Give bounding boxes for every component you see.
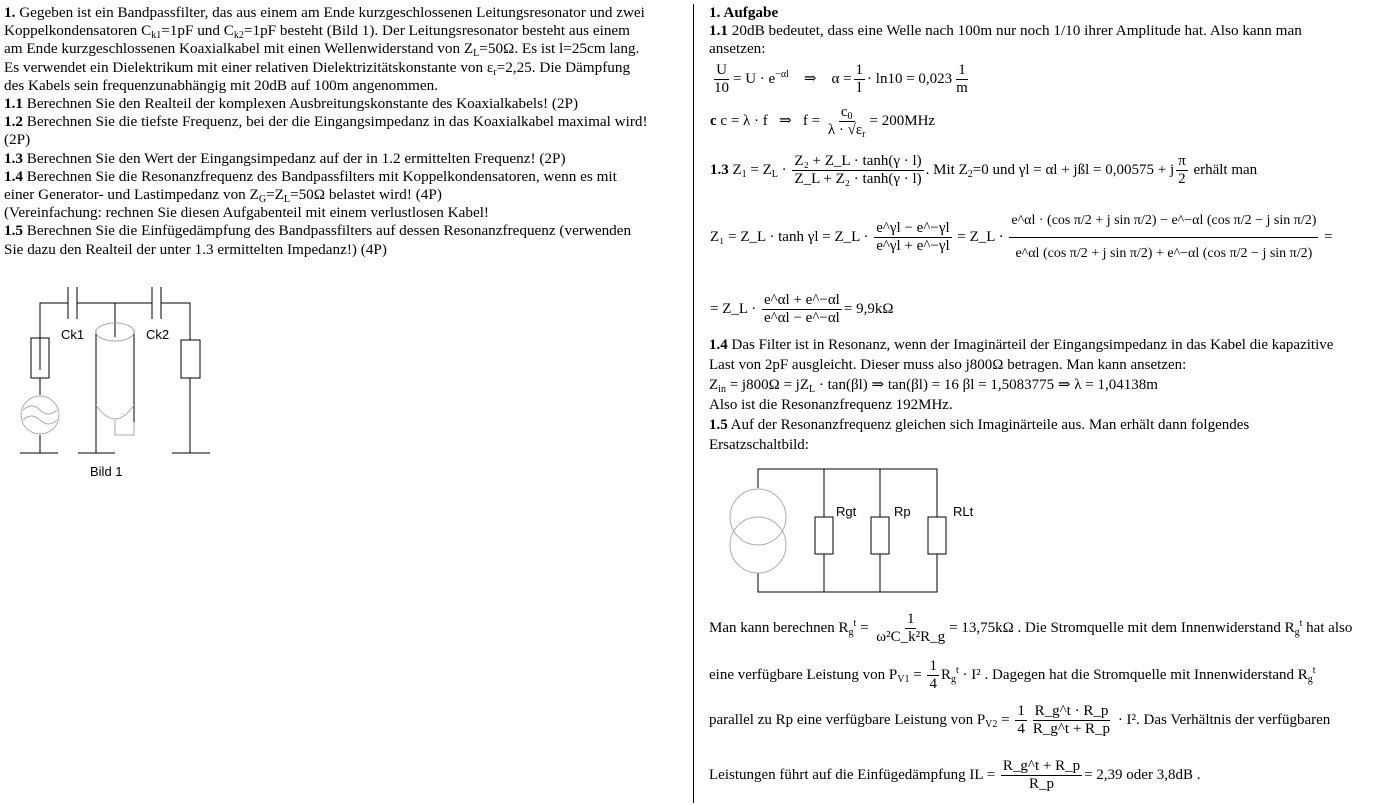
text: ·	[777, 161, 787, 178]
fraction	[854, 62, 866, 97]
s-num: 1.5	[709, 417, 728, 433]
implies-arrow: ⇒	[803, 70, 817, 87]
solution-heading	[709, 4, 1389, 22]
text: Koppelkondensatoren C	[4, 22, 152, 40]
denominator	[826, 122, 868, 139]
sub: 0	[847, 111, 853, 122]
current-source-icon	[730, 489, 786, 573]
denominator: ω²C_k²R_g	[876, 629, 946, 645]
numerator: U	[716, 62, 727, 78]
solution-1-4	[709, 335, 1333, 455]
text: Man kann berechnen R	[709, 619, 849, 636]
question-1-4	[4, 168, 684, 186]
fraction	[1176, 153, 1188, 188]
column-divider	[693, 4, 694, 803]
sup: t	[1299, 617, 1303, 629]
equation-1-3-result	[710, 292, 893, 327]
denominator: 2	[1178, 171, 1186, 187]
q-num: 1.1	[4, 95, 23, 113]
sub: V1	[897, 673, 910, 685]
label-ck1: Ck1	[61, 327, 85, 342]
text: =1pF und C	[161, 22, 234, 40]
text: hat also	[1302, 619, 1353, 636]
numerator: π	[1178, 153, 1186, 169]
question-1-1	[4, 95, 684, 113]
equation-1-4	[709, 375, 1333, 395]
numerator: e^αl · (cos π/2 + j sin π/2) − e^−αl (cos π/2 − j sin π/2)	[1009, 205, 1318, 238]
sup: −αl	[775, 68, 789, 80]
question-1-4-line-2	[4, 186, 684, 204]
question-1-3	[4, 150, 684, 168]
task-intro-line-5: des Kabels sein frequenzunabhängig mit 20dB auf 100m angenommen.	[4, 76, 439, 94]
numerator: 1	[906, 611, 915, 627]
fraction	[1001, 758, 1082, 793]
sup: t	[1312, 664, 1316, 676]
sub: 1	[741, 168, 747, 180]
text: =	[1324, 228, 1333, 245]
question-1-2-points: (2P)	[4, 131, 31, 149]
text: . Mit Z	[925, 161, 968, 178]
text: · tan(βl) ⇒ tan(βl) = 16 βl = 1,5083775 ⇒ λ = 1,04138m	[815, 377, 1158, 393]
text: = 13,75kΩ . Die Stromquelle mit dem Innenwiderstand R	[949, 619, 1295, 636]
text: R	[940, 666, 951, 683]
sub: V2	[985, 718, 998, 730]
text: =Z	[266, 186, 284, 204]
numerator: R_g^t · R_p	[1034, 703, 1109, 719]
sub: L	[283, 194, 291, 206]
text: =	[909, 666, 922, 683]
text: Berechnen Sie die Resonanzfrequenz des Bandpassfilters mit Koppelkondensatoren, wenn es mit	[22, 167, 617, 185]
text: parallel zu Rp eine verfügbare Leistung von P	[709, 711, 986, 728]
denominator: e^γl + e^−γl	[876, 238, 950, 254]
text-line: Last von 2pF ausgleicht. Dieser muss also j800Ω betragen. Man kann ansetzen:	[709, 357, 1187, 373]
text: Z	[732, 161, 742, 178]
fraction	[874, 220, 951, 255]
sup: t	[956, 664, 959, 676]
sub: L	[809, 384, 816, 395]
result: = 200MHz	[869, 112, 936, 129]
denominator: Z_L + Z₂ · tanh(γ · l)	[794, 171, 922, 187]
numerator: e^αl + e^−αl	[763, 292, 840, 308]
figure-1-bandpass-circuit	[0, 275, 230, 485]
question-1-2	[4, 113, 684, 131]
solution-1-1	[709, 22, 1389, 40]
sub: L	[473, 48, 480, 60]
s-num: 1.4	[709, 337, 728, 353]
sub: k1	[151, 30, 162, 42]
question-1-5	[4, 222, 684, 240]
text: Berechnen Sie die Einfügedämpfung des Bandpassfilters auf dessen Resonanzfrequenz (verwenden	[22, 222, 632, 240]
text: Das Filter ist in Resonanz, wenn der Imaginärteil der Eingangsimpedanz in das Kabel die kapazitive	[727, 337, 1334, 353]
question-1-4-note: (Vereinfachung: rechnen Sie diesen Aufgabenteil mit einem verlustlosen Kabel!	[4, 204, 489, 222]
numerator: Z₂ + Z_L · tanh(γ · l)	[794, 153, 922, 169]
equation-1-3-intro	[710, 153, 1257, 188]
denominator: 4	[1017, 721, 1025, 737]
sup: t	[853, 617, 857, 629]
sub: in	[718, 384, 726, 395]
sub: k2	[233, 30, 244, 42]
numerator: 1	[929, 658, 937, 674]
heading: 1. Aufgabe	[709, 4, 779, 21]
label-rgt: Rgt	[836, 504, 857, 519]
text: =	[856, 619, 869, 636]
solution-1-5	[709, 415, 1333, 435]
sub: r	[862, 129, 866, 140]
text: = Z_L ·	[710, 300, 757, 317]
result: = 2,39 oder 3,8dB .	[1084, 766, 1201, 783]
task-intro-line-4	[4, 59, 684, 77]
text: = U · e	[733, 70, 776, 87]
equation-rg-transformed	[709, 611, 1352, 646]
sub: g	[1294, 626, 1300, 638]
s-num: c	[710, 112, 717, 129]
fraction	[762, 292, 842, 327]
text: Leistungen führt auf die Einfügedämpfung IL =	[709, 766, 996, 783]
question-1-5-line-2: Sie dazu den Realteil der unter 1.3 ermittelten Impedanz!) (4P)	[4, 240, 387, 258]
text: = Z_L ·	[957, 228, 1004, 245]
text: =	[997, 711, 1010, 728]
text: Gegeben ist ein Bandpassfilter, das aus einem am Ende kurzgeschlossenen Leitungsresonator und zwei	[15, 4, 645, 21]
label-rp: Rp	[894, 504, 911, 519]
fraction	[874, 611, 947, 646]
task-column	[4, 4, 684, 259]
task-intro-line-3	[4, 40, 684, 58]
text: eine verfügbare Leistung von P	[709, 666, 898, 683]
denominator: R_p	[1028, 776, 1054, 792]
s-num: 1.3	[710, 161, 729, 178]
equation-pv2	[709, 703, 1330, 738]
text: Z	[709, 377, 719, 393]
figure-2-equivalent-circuit	[710, 455, 990, 605]
sub: 2	[967, 168, 973, 180]
solution-column	[709, 4, 1389, 59]
label-ck2: Ck2	[146, 327, 170, 342]
text: =2,25. Die Dämpfung	[496, 58, 631, 76]
result: = 9,9kΩ	[843, 300, 894, 317]
sub: L	[771, 168, 778, 180]
text: Z₁ = Z_L · tanh γl = Z_L ·	[710, 228, 869, 245]
numerator: 1	[1017, 703, 1025, 719]
denominator: e^αl − e^−αl	[763, 310, 840, 326]
fraction	[1009, 205, 1318, 270]
equation-insertion-loss	[709, 758, 1200, 793]
sub: g	[1307, 673, 1313, 685]
s-num: 1.1	[709, 22, 728, 40]
text: Berechnen Sie den Wert der Eingangsimpedanz auf der in 1.2 ermittelten Frequenz! (2P)	[22, 149, 566, 167]
text: =0 und γl = αl + jßl = 0,00575 + j	[972, 161, 1175, 178]
numerator: e^γl − e^−γl	[876, 220, 950, 236]
text-line	[709, 335, 1333, 355]
numerator: 1	[855, 62, 864, 78]
text: am Ende kurzgeschlossenen Koaxialkabel mit einen Wellenwiderstand von Z	[4, 40, 474, 58]
text: Berechnen Sie die tiefste Frequenz, bei der die Eingangsimpedanz in das Koaxialkabel maximal wird!	[22, 113, 648, 131]
figure-1-caption: Bild 1	[90, 464, 123, 479]
text: =50Ω. Es ist l=25cm lang.	[479, 40, 640, 58]
text: · I². Das Verhältnis der verfügbaren	[1114, 711, 1331, 728]
fraction	[1031, 703, 1112, 738]
text: 20dB bedeutet, dass eine Welle nach 100m nur noch 1/10 ihrer Amplitude hat. Also kann man	[727, 22, 1302, 40]
text: f =	[802, 112, 821, 129]
task-intro-line-2	[4, 22, 684, 40]
equation-pv1	[709, 658, 1316, 693]
q-num: 1.2	[4, 113, 23, 131]
denominator: 10	[714, 80, 729, 96]
fraction	[954, 62, 970, 97]
implies-arrow: ⇒	[779, 112, 792, 129]
equation-1-2	[710, 104, 935, 139]
text: einer Generator- und Lastimpedanz von Z	[4, 186, 259, 204]
text: =50Ω belastet wird! (4P)	[290, 186, 442, 204]
text-line: Ersatzschaltbild:	[709, 437, 809, 453]
denominator: l	[857, 80, 862, 96]
text: · ln10 = 0,023	[867, 70, 953, 87]
label-rlt: RLt	[953, 504, 974, 519]
task-intro-line-1	[4, 4, 684, 22]
text: = j800Ω = jZ	[725, 377, 810, 393]
solution-1-1-line-2: ansetzen:	[709, 40, 766, 58]
text: = Z	[750, 161, 772, 178]
task-number: 1.	[4, 4, 16, 21]
fraction	[826, 104, 868, 139]
fraction	[712, 62, 731, 97]
sub: g	[848, 626, 854, 638]
sub: G	[258, 194, 267, 206]
equation-1-3-expansion	[710, 205, 1333, 270]
text: c = λ · f	[716, 112, 768, 129]
q-num: 1.5	[4, 222, 23, 240]
numerator: $c_0$	[840, 104, 853, 122]
denominator: m	[956, 80, 968, 96]
sub: r	[493, 66, 497, 78]
text: · I² . Dagegen hat die Stromquelle mit Innenwiderstand R	[958, 666, 1308, 683]
fraction	[1015, 703, 1027, 738]
denominator: R_g^t + R_p	[1032, 721, 1111, 737]
equation-1-1	[710, 62, 972, 97]
text: erhält man	[1189, 161, 1258, 178]
q-num: 1.4	[4, 167, 23, 185]
text: Auf der Resonanzfrequenz gleichen sich Imaginärteile aus. Man erhält dann folgendes	[727, 417, 1250, 433]
denominator: 4	[929, 676, 937, 692]
denominator: e^αl (cos π/2 + j sin π/2) + e^−αl (cos π/2 − j sin π/2)	[1015, 246, 1313, 261]
text: λ · √ε	[827, 122, 863, 138]
text: =1pF besteht (Bild 1). Der Leitungsresonator besteht aus einem	[243, 22, 630, 40]
numerator: 1	[958, 62, 966, 78]
q-num: 1.3	[4, 149, 23, 167]
text: Es verwendet ein Dielektrikum mit einer relativen Dielektrizitätskonstante von ε	[4, 58, 494, 76]
numerator: R_g^t + R_p	[1002, 758, 1081, 774]
sub: g	[951, 673, 956, 685]
text: α =	[831, 70, 852, 87]
text: Berechnen Sie den Realteil der komplexen Ausbreitungskonstante des Koaxialkabels! (2P)	[22, 95, 579, 113]
fraction	[927, 658, 939, 693]
resonance-result: Also ist die Resonanzfrequenz 192MHz.	[709, 397, 953, 413]
fraction	[792, 153, 923, 188]
